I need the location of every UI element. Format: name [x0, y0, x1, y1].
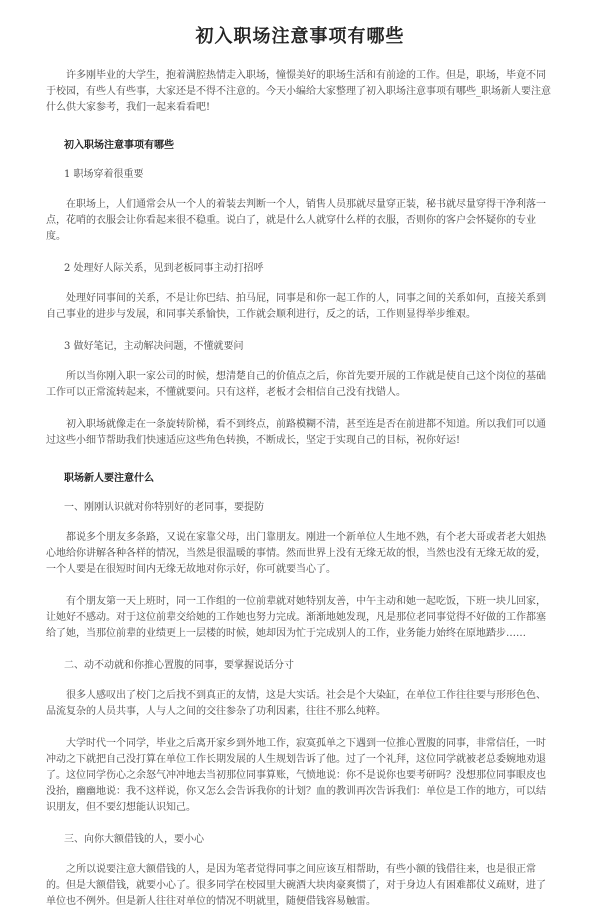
page-title: 初入职场注意事项有哪些: [195, 26, 405, 47]
intro-paragraph: 许多刚毕业的大学生，抱着满腔热情走入职场，憧憬美好的职场生活和有前途的工作。但是，职场，毕竟不同于校园，有些人有些事，大家还是不得不注意的。今天小编给大家整理了初入职场注意事项有哪些_职场新人要注意什么供大家参考，我们一起来看看吧!: [46, 70, 551, 113]
subheading-2-1: 一、刚刚认识就对你特别好的老同事，要提防: [64, 502, 264, 513]
paragraph-1-3a: 所以当你刚入职一家公司的时候，想清楚自己的价值点之后，你首先要开展的工作就是使自己这个岗位的基础工作可以正常流转起来，不懂就要问。只有这样，老板才会相信自己没有找错人。: [46, 371, 546, 398]
paragraph-2-2b: 大学时代一个同学，毕业之后离开家乡到外地工作，寂寞孤单之下遇到一位推心置腹的同事，非常信任，一时冲动之下就把自己没打算在单位工作长期发展的人生规划告诉了他。过了一个礼拜，这位同学就被老总委婉地劝退了。这位同学伤心之余怒气冲冲地去当初那位同事算账，气愤地说：你不是说你也要考研吗？没想那位同事眼皮也没抬，幽幽地说：我不这样说，你又怎么会告诉我你的计划？血的教训再次告诉我们：单位是工作的地方，可以结识朋友，但不要幻想能认识知己。: [46, 738, 546, 813]
section-heading-1: 初入职场注意事项有哪些: [64, 140, 174, 151]
subheading-2-2: 二、动不动就和你推心置腹的同事，要掌握说话分寸: [64, 660, 294, 671]
paragraph-2-3a: 之所以说要注意大额借钱的人，是因为笔者觉得同事之间应该互相帮助，有些小额的钱借往来，也是很正常的。但是大额借钱，就要小心了。很多同学在校园里大碗酒大块肉豪爽惯了，对于身边人有困难都仗义疏财，进了单位也不例外。但是新人往往对单位的情况不明就里，随便借钱容易触雷。: [46, 864, 546, 907]
subheading-2-3: 三、向你大额借钱的人，要小心: [64, 834, 204, 845]
paragraph-1-2: 处理好同事间的关系，不是让你巴结、拍马屁，同事是和你一起工作的人，同事之间的关系如何，直接关系到自己事业的进步与发展，和同事关系愉快，工作就会顺利进行，反之的话，工作则显得举步维艰。: [46, 293, 546, 320]
section-heading-2: 职场新人要注意什么: [64, 473, 154, 484]
paragraph-1-3b: 初入职场就像走在一条旋转阶梯，看不到终点，前路模糊不清，甚至连是否在前进都不知道。所以我们可以通过这些小细节帮助我们快速适应这些角色转换，不断成长，坚定于实现自己的目标，祝你好运!: [46, 419, 546, 446]
subheading-1-2: 2 处理好人际关系，见到老板同事主动打招呼: [64, 263, 264, 274]
subheading-1-3: 3 做好笔记，主动解决问题，不懂就要问: [64, 341, 244, 352]
paragraph-1-1: 在职场上，人们通常会从一个人的着装去判断一个人，销售人员那就尽量穿正装，秘书就尽量穿得干净利落一点，花哨的衣服会让你看起来很不稳重。说白了，就是什么人就穿什么样的衣服，否则你的客户会怀疑你的专业度。: [46, 199, 546, 242]
paragraph-2-1a: 都说多个朋友多条路，又说在家靠父母，出门靠朋友。刚进一个新单位人生地不熟，有个老大哥或者老大姐热心地给你讲解各种各样的情况，当然是很温暖的事情。然而世界上没有无缘无故的恨，当然也没有无缘无故的爱，一个人要是在很短时间内无缘无故地对你示好，你可就要当心了。: [46, 532, 546, 575]
paragraph-2-1b: 有个朋友第一天上班时，同一工作组的一位前辈就对她特别友善，中午主动和她一起吃饭，下班一块儿回家，让她好不感动。对于这位前辈交给她的工作她也努力完成。渐渐地她发现，凡是那位老同事觉得不好做的工作都塞给了她，当那位前辈的业绩更上一层楼的时候，她却因为忙于完成别人的工作，业务能力始终在原地踏步……: [46, 596, 546, 639]
subheading-1-1: 1 职场穿着很重要: [64, 169, 144, 180]
paragraph-2-2a: 很多人感叹出了校门之后找不到真正的友情，这是大实话。社会是个大染缸，在单位工作往往要与形形色色、品流复杂的人员共事，人与人之间的交往参杂了功利因素，往往不那么纯粹。: [46, 690, 546, 717]
